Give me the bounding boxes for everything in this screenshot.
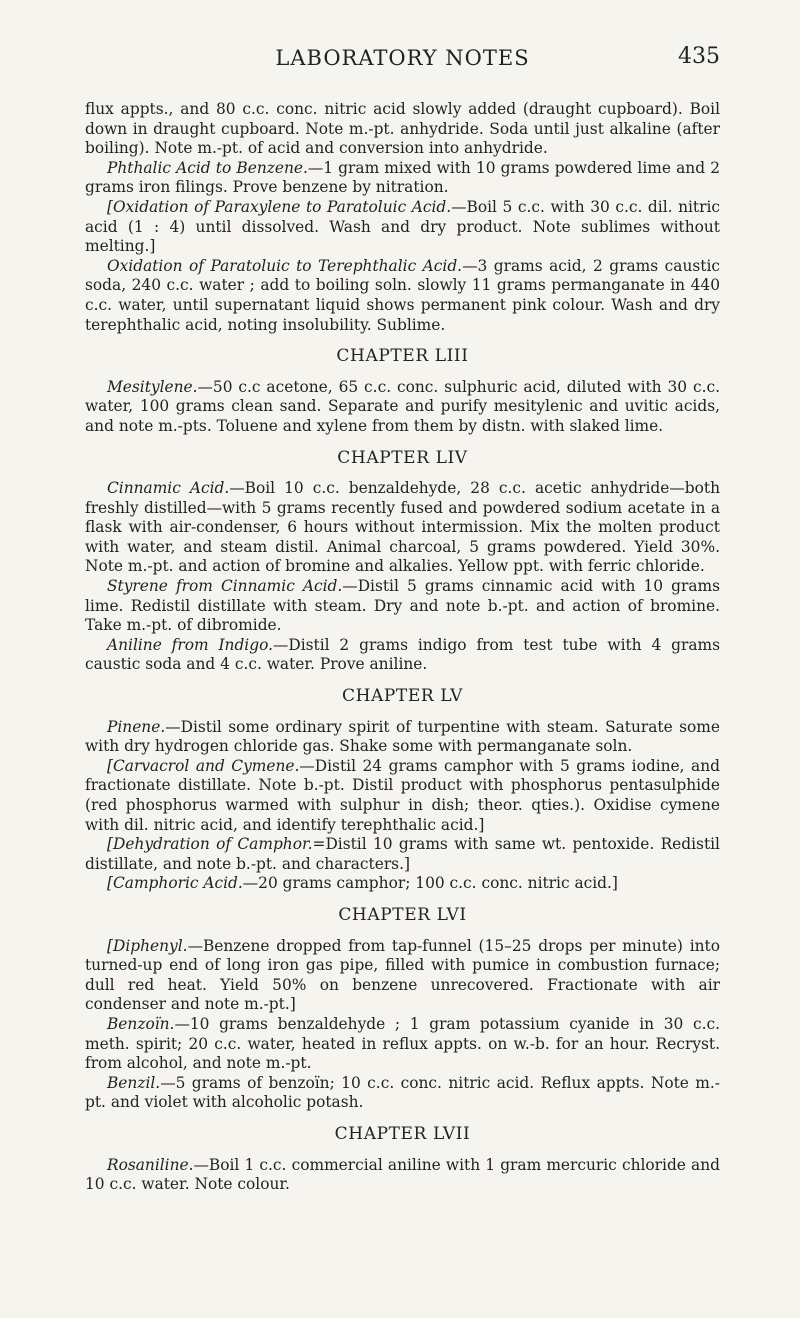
paragraph-text: —10 grams benzaldehyde ; 1 gram potassium cyanide in 30 c.c. meth. spirit; 20 c.c. water, heated in reflux appts. on w.-b. for an hour. Recryst. from alcohol, and note m.-pt. <box>85 1014 720 1073</box>
paragraph <box>85 1015 720 1074</box>
paragraph <box>85 1156 720 1195</box>
paragraph-text: —5 grams of benzoïn; 10 c.c. conc. nitric acid. Reflux appts. Note m.-pt. and violet with alcoholic potash. <box>85 1073 720 1112</box>
paragraph-title: Pinene. <box>107 717 166 736</box>
paragraph-title: Benzoïn. <box>107 1014 175 1033</box>
paragraph-text: —1 gram mixed with 10 grams powdered lime and 2 grams iron filings. Prove benzene by nitration. <box>85 158 720 197</box>
paragraph <box>85 1074 720 1113</box>
paragraph-text: —Boil 10 c.c. benzaldehyde, 28 c.c. acetic anhydride—both freshly distilled—with 5 grams recently fused and powdered sodium acetate in a flask with air-condenser, 6 hours without intermission. Mix the molten product with water, and steam distil. Animal charcoal, 5 grams powdered. Yield 30%. Note m.-pt. and action of bromine and alkalies. Yellow ppt. with ferric chloride. <box>85 479 720 576</box>
paragraph-text: —Distil some ordinary spirit of turpentine with steam. Saturate some with dry hydrogen chloride gas. Shake some with permanganate soln. <box>85 717 720 756</box>
paragraph <box>85 100 720 159</box>
paragraph-title: Styrene from Cinnamic Acid. <box>107 577 343 596</box>
page-number: 435 <box>678 44 720 69</box>
paragraph <box>85 577 720 636</box>
paragraph-title: Rosaniline. <box>107 1155 194 1174</box>
paragraph-title: [Diphenyl. <box>107 936 188 955</box>
running-head: LABORATORY NOTES <box>275 46 530 70</box>
paragraph-title: [Dehydration of Camphor. <box>107 835 313 854</box>
paragraph-title: Cinnamic Acid. <box>107 479 230 498</box>
paragraph-title: Aniline from Indigo. <box>107 635 273 654</box>
paragraph-text: —Boil 5 c.c. with 30 c.c. dil. nitric acid (1 : 4) until dissolved. Wash and dry product. Note sublimes without melting.] <box>85 197 721 256</box>
paragraph <box>85 874 720 894</box>
paragraph-title: [Camphoric Acid. <box>107 874 243 893</box>
paragraph-title: [Oxidation of Paraxylene to Paratoluic Acid. <box>107 197 452 216</box>
page-body <box>85 100 720 1195</box>
paragraph-title: Benzil. <box>107 1073 161 1092</box>
paragraph <box>85 378 720 437</box>
chapter-heading: CHAPTER LIII <box>336 346 469 367</box>
paragraph-text: —50 c.c acetone, 65 c.c. conc. sulphuric acid, diluted with 30 c.c. water, 100 grams clean sand. Separate and purify mesitylenic and uvitic acids, and note m.-pts. Toluene and xylene from them by distn. with slaked lime. <box>85 377 720 435</box>
paragraph <box>85 257 720 335</box>
paragraph <box>85 198 720 257</box>
paragraph-title: [Carvacrol and Cymene. <box>107 756 300 775</box>
paragraph-text: —20 grams camphor; 100 c.c. conc. nitric acid.] <box>242 874 618 893</box>
paragraph-text: =Distil 10 grams with same wt. pentoxide. Redistil distillate, and note b.-pt. and characters.] <box>85 835 720 873</box>
chapter-heading: CHAPTER LIV <box>337 447 468 468</box>
chapter-heading: CHAPTER LV <box>341 686 464 707</box>
paragraph <box>85 937 720 1015</box>
paragraph-title: Mesitylene. <box>107 377 198 396</box>
paragraph <box>85 479 720 577</box>
paragraph <box>85 159 720 198</box>
paragraph <box>85 835 720 874</box>
paragraph-text: —3 grams acid, 2 grams caustic soda, 240 c.c. water ; add to boiling soln. slowly 11 grams permanganate in 440 c.c. water, until supernatant liquid shows permanent pink colour. Wash and dry terephthalic acid, noting insolubility. Sublime. <box>85 256 720 334</box>
paragraph-text: —Distil 5 grams cinnamic acid with 10 grams lime. Redistil distillate with steam. Dry and note b.-pt. and action of bromine. Take m.-pt. of dibromide. <box>85 577 720 635</box>
paragraph-text: —Boil 1 c.c. commercial aniline with 1 gram mercuric chloride and 10 c.c. water. Note colour. <box>85 1155 720 1194</box>
paragraph <box>85 718 720 757</box>
page-header <box>85 0 720 100</box>
paragraph <box>85 757 720 835</box>
chapter-heading: CHAPTER LVII <box>334 1123 471 1144</box>
paragraph-text: —Benzene dropped from tap-funnel (15–25 drops per minute) into turned-up end of long iron gas pipe, filled with pumice in combustion furnace; dull red heat. Yield 50% on benzene unrecovered. Fractionate with air condenser and note m.-pt.] <box>85 936 720 1014</box>
paragraph-title: Phthalic Acid to Benzene. <box>107 158 308 177</box>
paragraph <box>85 636 720 675</box>
paragraph-title: Oxidation of Paratoluic to Terephthalic Acid. <box>107 256 463 275</box>
chapter-heading: CHAPTER LVI <box>338 904 467 925</box>
paragraph-text: —Distil 24 grams camphor with 5 grams iodine, and fractionate distillate. Note b.-pt. Distil product with phosphorus pentasulphide (red phosphorus warmed with sulphur in dish; theor. qties.). Oxidise cymene with dil. nitric acid, and identify terephthalic acid.] <box>85 756 720 834</box>
paragraph-text: flux appts., and 80 c.c. conc. nitric acid slowly added (draught cupboard). Boil down in draught cupboard. Note m.-pt. anhydride. Soda until just alkaline (after boiling). Note m.-pt. of acid and conversion into anhydride. <box>85 100 720 158</box>
paragraph-text: —Distil 2 grams indigo from test tube with 4 grams caustic soda and 4 c.c. water. Prove aniline. <box>85 635 720 674</box>
